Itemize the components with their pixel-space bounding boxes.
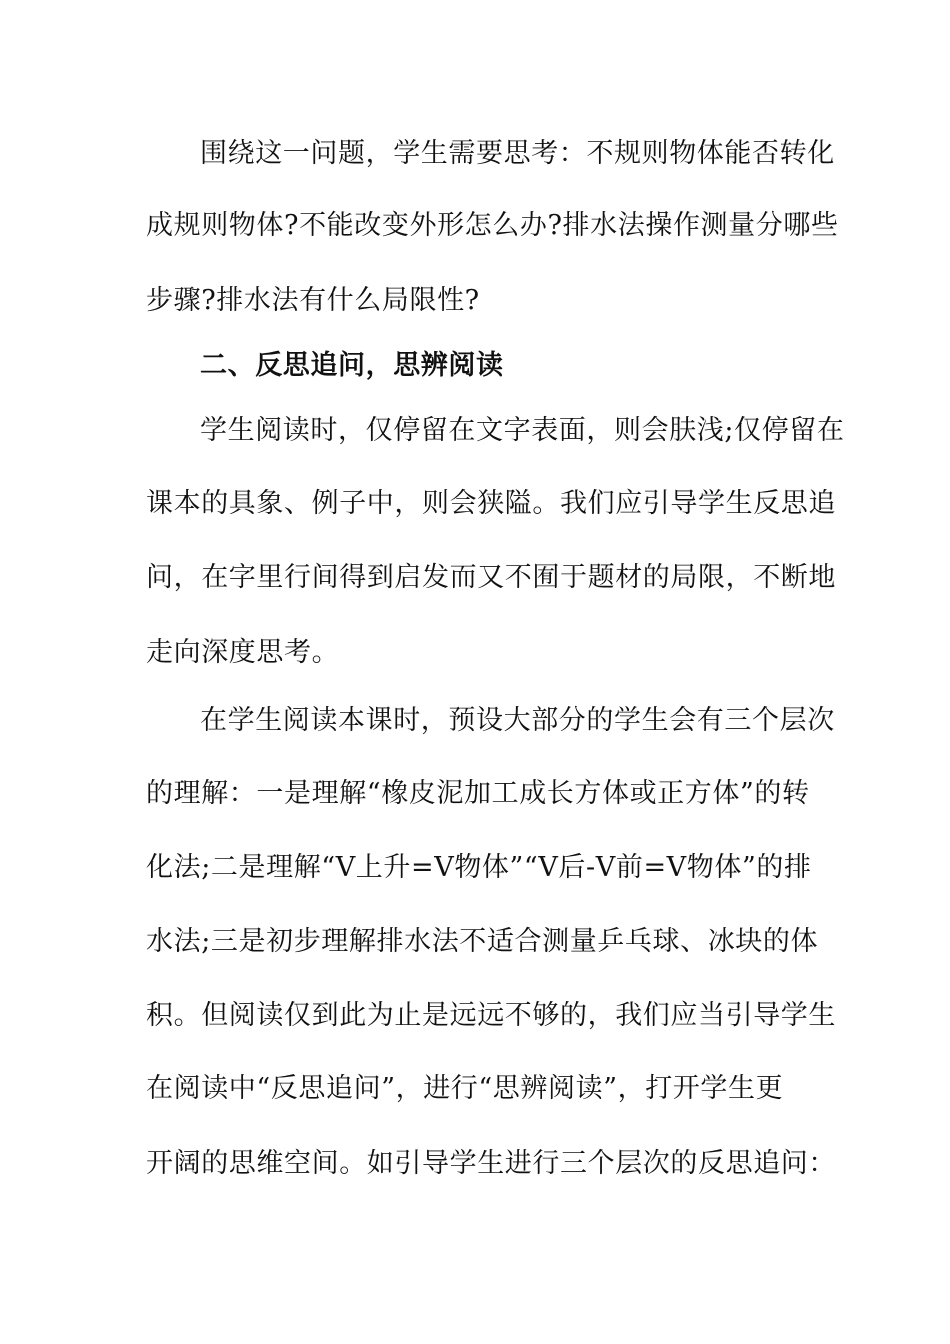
paragraph-2-line-4: 走向深度思考。 — [146, 637, 340, 668]
paragraph-3-line-7: 开阔的思维空间。如引导学生进行三个层次的反思追问： — [146, 1148, 836, 1179]
paragraph-2-line-2: 课本的具象、例子中，则会狭隘。我们应引导学生反思追 — [146, 488, 836, 519]
paragraph-1-line-2: 成规则物体?不能改变外形怎么办?排水法操作测量分哪些 — [146, 210, 839, 241]
paragraph-1-line-3: 步骤?排水法有什么局限性? — [146, 285, 480, 316]
paragraph-3-line-3: 化法;二是理解“V上升=V物体”“V后-V前=V物体”的排 — [146, 852, 812, 883]
paragraph-2-line-1: 学生阅读时，仅停留在文字表面，则会肤浅;仅停留在 — [200, 415, 845, 446]
paragraph-1-line-1: 围绕这一问题，学生需要思考：不规则物体能否转化 — [200, 138, 835, 169]
paragraph-3-line-6: 在阅读中“反思追问”，进行“思辨阅读”，打开学生更 — [146, 1073, 784, 1104]
paragraph-2-line-3: 问，在字里行间得到启发而又不囿于题材的局限，不断地 — [146, 562, 836, 593]
section-heading: 二、反思追问，思辨阅读 — [200, 350, 504, 381]
paragraph-3-line-4: 水法;三是初步理解排水法不适合测量乒乓球、冰块的体 — [146, 926, 819, 957]
paragraph-3-line-2: 的理解：一是理解“橡皮泥加工成长方体或正方体”的转 — [146, 778, 810, 809]
paragraph-3-line-1: 在学生阅读本课时，预设大部分的学生会有三个层次 — [200, 705, 835, 736]
paragraph-3-line-5: 积。但阅读仅到此为止是远远不够的，我们应当引导学生 — [146, 1000, 836, 1031]
